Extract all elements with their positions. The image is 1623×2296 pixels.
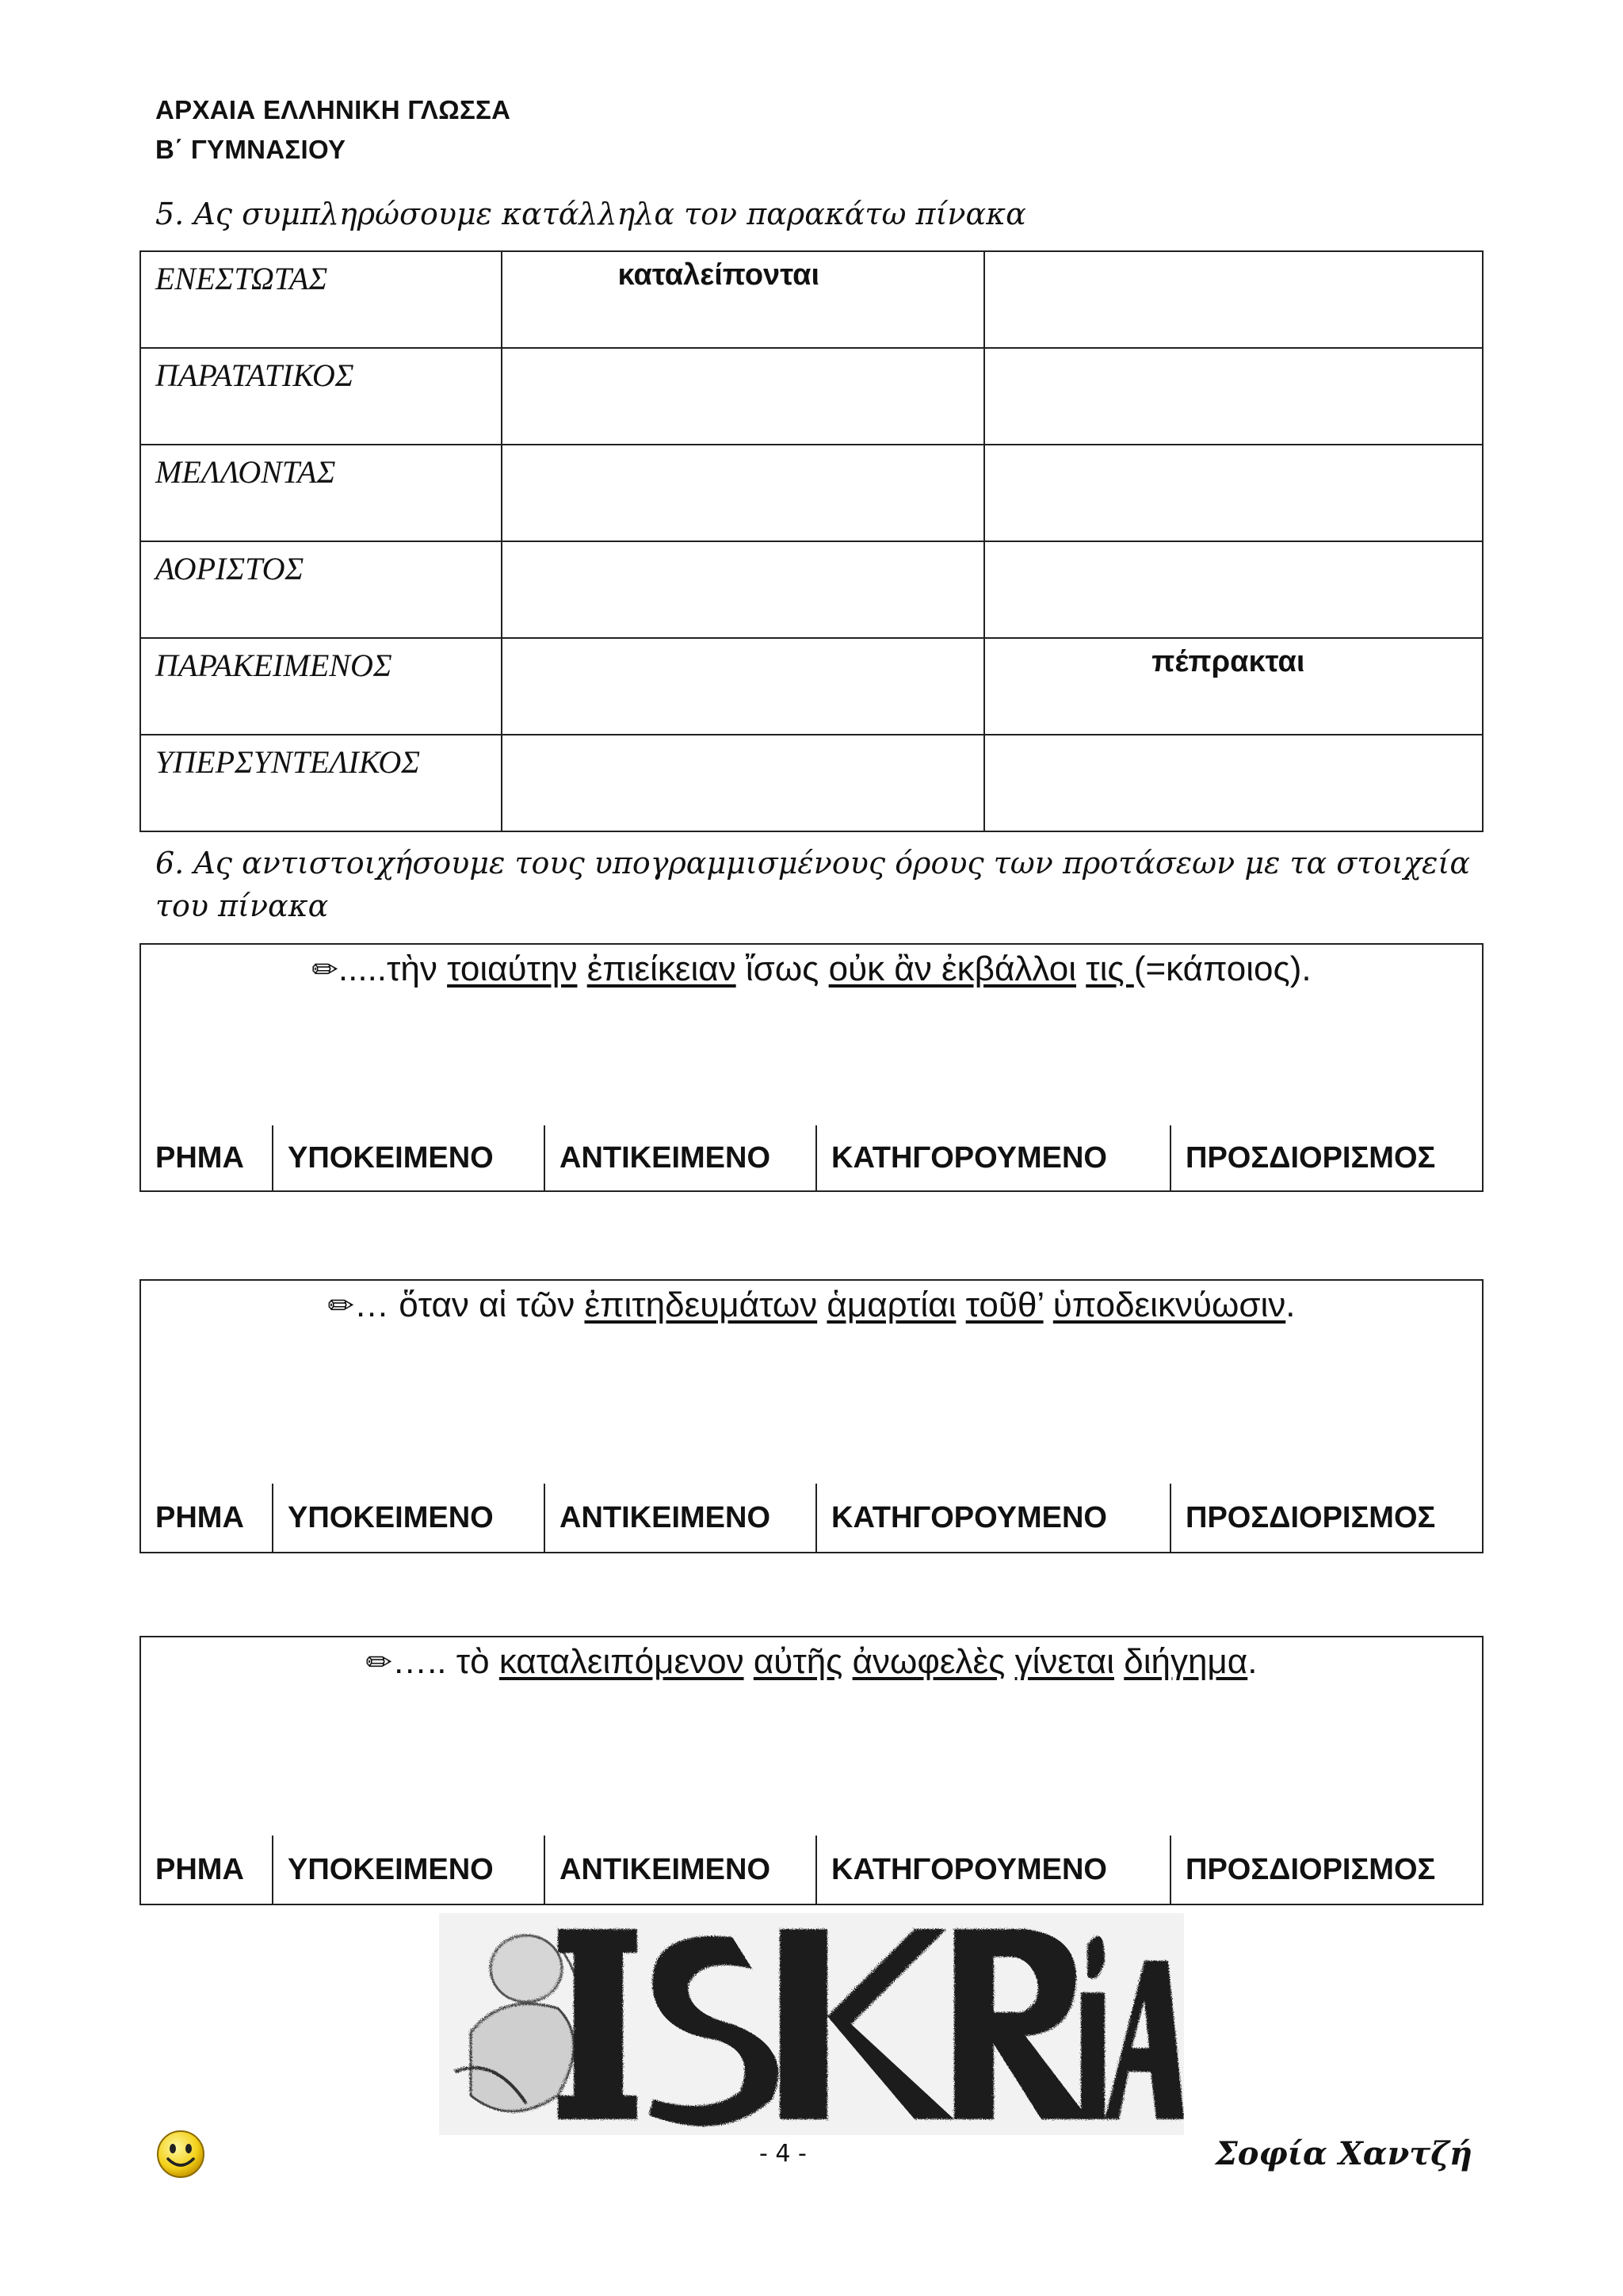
label-subject[interactable]: ΥΠΟΚΕΙΜΕΝΟ [272, 1836, 544, 1904]
answer-cell[interactable]: πέπρακται [984, 638, 1483, 735]
pencil-icon: ✏ [311, 953, 338, 988]
label-subject[interactable]: ΥΠΟΚΕΙΜΕΝΟ [272, 1125, 544, 1190]
page-number: - 4 - [759, 2140, 807, 2168]
sentence-text [1076, 949, 1086, 988]
answer-cell[interactable] [984, 251, 1483, 348]
sentence-text [744, 1642, 754, 1681]
author-name: Σοφία Χαντζή [1215, 2135, 1472, 2172]
sentence-text [1005, 1642, 1014, 1681]
label-predicate[interactable]: ΚΑΤΗΓΟΡΟΥΜΕΝΟ [815, 1836, 1170, 1904]
smiley-icon [155, 2129, 206, 2179]
sentence-3 [141, 1642, 1482, 1682]
sentence-text: . [1285, 1286, 1296, 1324]
pencil-icon: ✏ [365, 1645, 393, 1680]
label-verb[interactable]: ΡΗΜΑ [155, 1852, 244, 1886]
label-modifier[interactable]: ΠΡΟΣΔΙΟΡΙΣΜΟΣ [1170, 1125, 1482, 1190]
underlined-term: γίνεται [1014, 1642, 1114, 1681]
sentence-text [1044, 1286, 1053, 1324]
sentence-text: . [1247, 1642, 1258, 1681]
sentence-text [842, 1642, 852, 1681]
label-predicate[interactable]: ΚΑΤΗΓΟΡΟΥΜΕΝΟ [815, 1484, 1170, 1552]
label-modifier[interactable]: ΠΡΟΣΔΙΟΡΙΣΜΟΣ [1170, 1836, 1482, 1904]
sentence-2 [141, 1286, 1482, 1325]
answer-cell[interactable] [502, 638, 985, 735]
underlined-term: ἐπιτηδευμάτων [584, 1286, 818, 1324]
exercise6-title: 6. Ας αντιστοιχήσουμε τους υπογραμμισμένους όρους των προτάσεων με τα στοιχεία του πίνακα [155, 846, 1470, 923]
underlined-term: τοῦθ’ [965, 1286, 1044, 1324]
underlined-term: διήγημα [1124, 1642, 1248, 1681]
answer-cell[interactable] [502, 541, 985, 638]
underlined-term: αὐτῆς [753, 1642, 843, 1681]
tenses-table [139, 250, 1484, 832]
syntax-labels-row [141, 1125, 1482, 1190]
sentence-1 [141, 949, 1482, 989]
table-row [140, 251, 1483, 348]
table-row [140, 541, 1483, 638]
answer-cell[interactable]: καταλείπονται [502, 251, 985, 348]
sentence-text [817, 1286, 827, 1324]
sentence-box-3 [139, 1636, 1484, 1905]
underlined-term: καταλειπόμενον [498, 1642, 744, 1681]
table-row [140, 348, 1483, 445]
label-modifier[interactable]: ΠΡΟΣΔΙΟΡΙΣΜΟΣ [1170, 1484, 1482, 1552]
pencil-icon: ✏ [327, 1289, 354, 1324]
label-verb[interactable]: ΡΗΜΑ [155, 1500, 244, 1534]
label-predicate[interactable]: ΚΑΤΗΓΟΡΟΥΜΕΝΟ [815, 1125, 1170, 1190]
iskra-logo [439, 1913, 1184, 2135]
underlined-term: ἀνωφελὲς [852, 1642, 1006, 1681]
answer-cell[interactable] [502, 348, 985, 445]
sentence-box-2 [139, 1279, 1484, 1553]
underlined-term: τις [1086, 949, 1134, 988]
underlined-term: ἐπιείκειαν [586, 949, 736, 988]
sentence-text: ἴσως [735, 949, 829, 988]
syntax-labels-row [141, 1836, 1482, 1904]
tense-label: ΕΝΕΣΤΩΤΑΣ [140, 251, 502, 348]
sentence-text: (=κάποιος). [1133, 949, 1312, 988]
underlined-term: ἁμαρτίαι [827, 1286, 957, 1324]
sentence-text: .....τὴν [338, 949, 448, 988]
tense-label: ΥΠΕΡΣΥΝΤΕΛΙΚΟΣ [140, 735, 502, 831]
underlined-term: ὑποδεικνύωσιν [1052, 1286, 1286, 1324]
subject-title: ΑΡΧΑΙΑ ΕΛΛΗΝΙΚΗ ΓΛΩΣΣΑ [155, 95, 511, 124]
exercise5-title: 5. Ας συμπληρώσουμε κατάλληλα τον παρακάτω πίνακα [155, 197, 1026, 231]
tense-label: ΠΑΡΑΤΑΤΙΚΟΣ [140, 348, 502, 445]
underlined-term: τοιαύτην [447, 949, 578, 988]
answer-cell[interactable] [502, 735, 985, 831]
label-object[interactable]: ΑΝΤΙΚΕΙΜΕΝΟ [544, 1836, 815, 1904]
underlined-term: οὐκ ἂν ἐκβάλλοι [828, 949, 1076, 988]
sentence-text: ….. τὸ [392, 1642, 499, 1681]
answer-cell[interactable] [984, 348, 1483, 445]
sentence-text: … ὅταν αἱ τῶν [353, 1286, 585, 1324]
sentence-text [1114, 1642, 1124, 1681]
label-object[interactable]: ΑΝΤΙΚΕΙΜΕΝΟ [544, 1484, 815, 1552]
answer-cell[interactable] [502, 445, 985, 541]
tense-label: ΑΟΡΙΣΤΟΣ [140, 541, 502, 638]
table-row [140, 638, 1483, 735]
sentence-text [577, 949, 586, 988]
table-row [140, 445, 1483, 541]
tense-label: ΠΑΡΑΚΕΙΜΕΝΟΣ [140, 638, 502, 735]
sentence-text [956, 1286, 965, 1324]
sentence-box-1 [139, 943, 1484, 1192]
label-verb[interactable]: ΡΗΜΑ [155, 1140, 244, 1175]
answer-cell[interactable] [984, 541, 1483, 638]
table-row [140, 735, 1483, 831]
tense-label: ΜΕΛΛΟΝΤΑΣ [140, 445, 502, 541]
label-subject[interactable]: ΥΠΟΚΕΙΜΕΝΟ [272, 1484, 544, 1552]
syntax-labels-row [141, 1484, 1482, 1552]
grade-title: Β΄ ΓΥΜΝΑΣΙΟΥ [155, 135, 346, 164]
label-object[interactable]: ΑΝΤΙΚΕΙΜΕΝΟ [544, 1125, 815, 1190]
answer-cell[interactable] [984, 735, 1483, 831]
answer-cell[interactable] [984, 445, 1483, 541]
